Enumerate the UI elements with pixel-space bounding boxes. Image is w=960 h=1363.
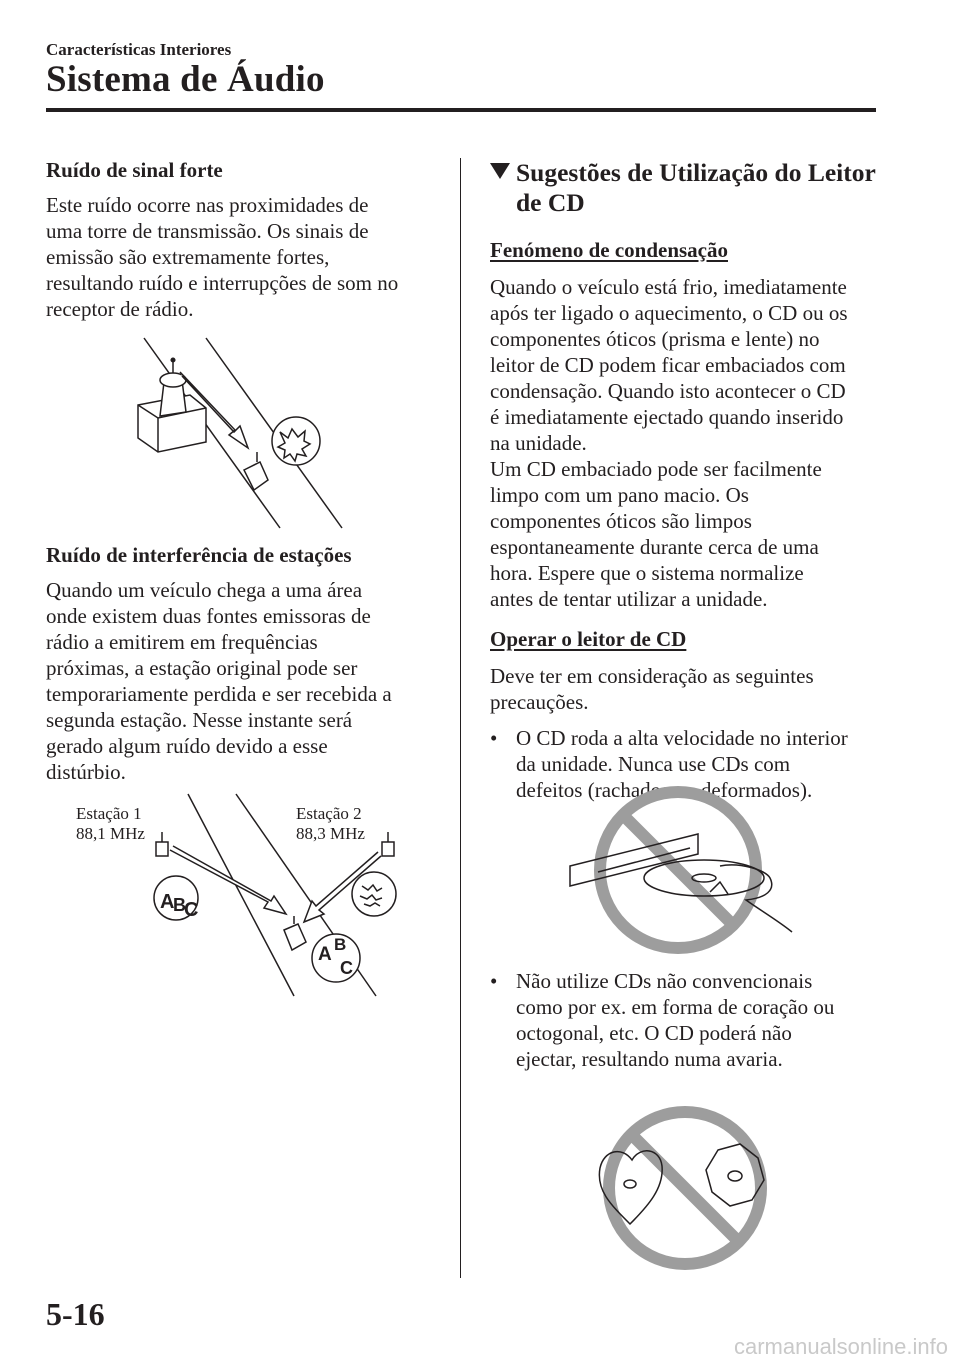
svg-text:A: A — [160, 891, 175, 913]
title-rule — [46, 108, 876, 112]
no-irregular-cd-figure — [590, 1104, 780, 1274]
operate-heading: Operar o leitor de CD — [490, 627, 687, 651]
watermark: carmanualsonline.info — [733, 1334, 948, 1359]
no-damaged-cd-figure — [570, 782, 800, 952]
condensation-text: Quando o veículo está frio, imediatamente após ter ligado o aquecimento, o CD ou os componentes óticos (prisma e lente) no leitor de CD podem ficar embaciados com condensação. Quando isto acontecer o CD é imediatamente ejectado quando inserido na unidade. Um CD embaciado pode ser facilmente limpo com um pano macio. Os componentes óticos são limpos espontaneamente durante cerca de uma hora. Espere que o sistema normalize antes de tentar utilizar a unidade. — [490, 275, 848, 611]
svg-text:A: A — [318, 944, 332, 965]
svg-text:B: B — [173, 895, 186, 915]
svg-text:C: C — [340, 958, 353, 978]
section-label: Características Interiores — [46, 40, 232, 59]
interference-section — [46, 543, 436, 785]
triangle-marker-icon — [490, 163, 510, 179]
station-1-label: Estação 1 88,1 MHz — [76, 804, 145, 843]
bullet-icon: • — [490, 969, 498, 993]
operate-text: Deve ter em consideração as seguintes precauções. — [490, 664, 814, 714]
svg-text:B: B — [334, 935, 347, 954]
station-2-label: Estação 2 88,3 MHz — [296, 804, 365, 843]
station-interference-figure — [140, 790, 410, 1000]
bullet-icon: • — [490, 726, 498, 750]
svg-text:C: C — [184, 899, 199, 921]
strong-noise-heading: Ruído de sinal forte — [46, 158, 223, 182]
interference-heading: Ruído de interferência de estações — [46, 543, 352, 567]
page-title: Sistema de Áudio — [46, 59, 325, 100]
condensation-heading: Fenómeno de condensação — [490, 238, 728, 262]
strong-noise-text: Este ruído ocorre nas proximidades de uma torre de transmissão. Os sinais de emissão são extremamente fortes, resultando ruído e interrupções de som no receptor de rádio. — [46, 193, 399, 321]
page-number: 5-16 — [46, 1296, 105, 1332]
tower-noise-figure — [120, 330, 360, 530]
bullet-unusual-cds: • Não utilize CDs não convencionais como por ex. em forma de coração ou octogonal, etc. O CD poderá não ejectar, resultando numa avaria. — [490, 969, 835, 1071]
bullet-damaged-cds: • O CD roda a alta velocidade no interior da unidade. Nunca use CDs com defeitos (rachados ou deformados). — [490, 726, 848, 802]
interference-text: Quando um veículo chega a uma área onde existem duas fontes emissoras de rádio a emitirem em frequências próximas, a estação original pode ser temporariamente perdida e ser recebida a segunda estação. Nesse instante será gerado algum ruído devido a esse distúrbio. — [46, 578, 392, 784]
cd-tips-section — [490, 158, 890, 803]
strong-noise-section — [46, 158, 436, 322]
column-divider — [460, 158, 461, 1278]
cd-tips-heading: Sugestões de Utilização do Leitor de CD — [490, 158, 890, 218]
